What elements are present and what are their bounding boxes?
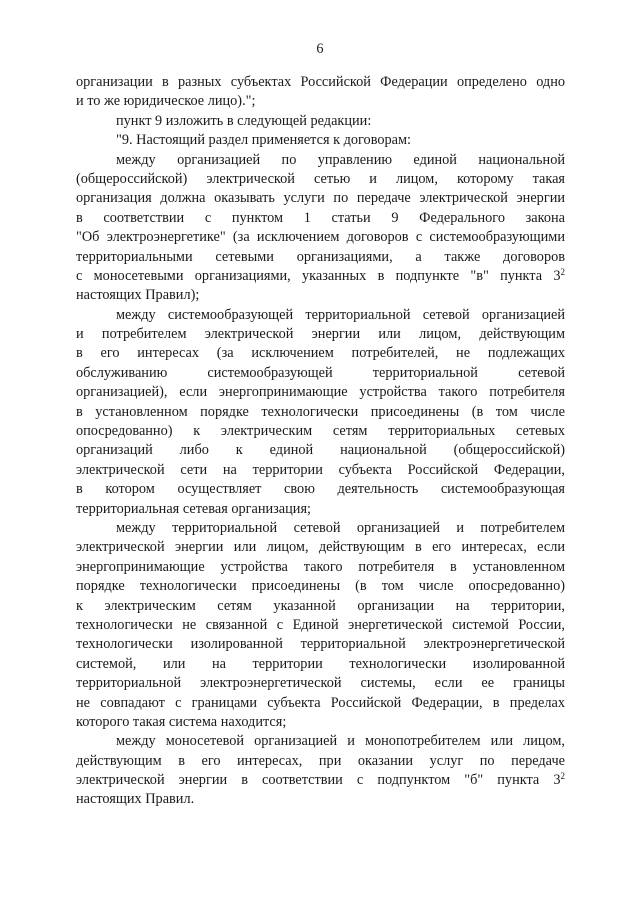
line-text: не совпадают с границами субъекта Российской Федерации, в пределах xyxy=(76,694,565,711)
text-line xyxy=(76,519,565,538)
line-text: электрической энергии в соответствии с подпунктом "б" пункта 3 xyxy=(76,772,561,789)
paragraph xyxy=(76,519,565,732)
line-text: настоящих Правил); xyxy=(76,287,200,304)
line-text: настоящих Правил. xyxy=(76,791,195,808)
line-text: (общероссийской) электрической сетью и лицом, которому такая xyxy=(76,170,565,187)
line-text: системой, или на территории технологически изолированной xyxy=(76,655,565,672)
line-text: электрической энергии или лицом, действующим в его интересах, если xyxy=(76,539,565,556)
line-text: электрической сети на территории субъекта Российской Федерации, xyxy=(76,461,565,478)
line-text: "Об электроэнергетике" (за исключением договоров с системообразующими xyxy=(76,229,565,246)
line-text: "9. Настоящий раздел применяется к договорам: xyxy=(116,132,412,149)
superscript: 2 xyxy=(560,266,565,277)
text-line xyxy=(76,558,565,577)
text-line xyxy=(76,752,565,771)
text-line xyxy=(76,383,565,402)
text-line xyxy=(76,131,565,150)
text-line xyxy=(76,713,565,732)
text-line xyxy=(76,92,565,111)
text-line xyxy=(76,771,565,790)
line-text: энергопринимающие устройства такого потребителя в установленном xyxy=(76,558,565,575)
text-line xyxy=(76,267,565,286)
text-line xyxy=(76,655,565,674)
text-line xyxy=(76,325,565,344)
line-text: в соответствии с пунктом 1 статьи 9 Федерального закона xyxy=(76,209,565,226)
text-line xyxy=(76,248,565,267)
line-text: пункт 9 изложить в следующей редакции: xyxy=(116,112,372,129)
document-body xyxy=(76,73,565,810)
line-text: технологически изолированной территориальной электроэнергетической xyxy=(76,636,565,653)
text-line xyxy=(76,286,565,305)
text-line xyxy=(76,112,565,131)
line-text: территориальной электроэнергетической системы, если ее границы xyxy=(76,675,565,692)
text-line xyxy=(76,480,565,499)
text-line xyxy=(76,461,565,480)
text-line xyxy=(76,73,565,92)
superscript: 2 xyxy=(560,771,565,782)
text-line xyxy=(76,306,565,325)
text-line xyxy=(76,189,565,208)
text-line xyxy=(76,364,565,383)
line-text: организации в разных субъектах Российской Федерации определено одно xyxy=(76,74,565,90)
text-line xyxy=(76,170,565,189)
text-line xyxy=(76,403,565,422)
line-text: которого такая система находится; xyxy=(76,713,287,730)
text-line xyxy=(76,597,565,616)
line-text: технологически не связанной с Единой энергетической системой России, xyxy=(76,616,565,633)
line-text: территориальная сетевая организация; xyxy=(76,500,311,517)
text-line xyxy=(76,694,565,713)
line-text: действующим в его интересах, при оказании услуг по передаче xyxy=(76,752,565,769)
line-text: территориальными сетевыми организациями, а также договоров xyxy=(76,248,565,265)
line-text: между моносетевой организацией и монопотребителем или лицом, xyxy=(116,733,565,750)
text-line xyxy=(76,616,565,635)
line-text: и потребителем электрической энергии или лицом, действующим xyxy=(76,326,565,343)
text-line xyxy=(76,635,565,654)
paragraph xyxy=(76,306,565,519)
line-text: между системообразующей территориальной сетевой организацией xyxy=(116,306,565,323)
page-number: 6 xyxy=(316,41,324,57)
text-line xyxy=(76,732,565,751)
text-line xyxy=(76,228,565,247)
text-line xyxy=(76,500,565,519)
paragraph xyxy=(76,151,565,306)
text-line xyxy=(76,577,565,596)
paragraph xyxy=(76,732,565,810)
paragraph xyxy=(76,112,565,131)
line-text: опосредованно) к электрическим сетям территориальных сетевых xyxy=(76,423,565,440)
paragraph xyxy=(76,73,565,112)
line-text: в его интересах (за исключением потребителей, не подлежащих xyxy=(76,345,565,362)
line-text: организацией), если энергопринимающие устройства такого потребителя xyxy=(76,384,565,401)
line-text: к электрическим сетям указанной организации на территории, xyxy=(76,597,565,614)
line-text: в котором осуществляет свою деятельность системообразующая xyxy=(76,481,565,498)
paragraph xyxy=(76,131,565,150)
text-line xyxy=(76,209,565,228)
line-text: между организацией по управлению единой национальной xyxy=(116,151,565,168)
text-line xyxy=(76,674,565,693)
line-text: между территориальной сетевой организацией и потребителем xyxy=(116,519,565,536)
text-line xyxy=(76,344,565,363)
line-text: организация должна оказывать услуги по передаче электрической энергии xyxy=(76,190,565,207)
text-line xyxy=(76,441,565,460)
text-line xyxy=(76,151,565,170)
text-line xyxy=(76,538,565,557)
line-text: в установленном порядке технологически присоединены (в том числе xyxy=(76,403,565,420)
text-line xyxy=(76,790,565,809)
line-text: и то же юридическое лицо)."; xyxy=(76,93,256,110)
line-text: обслуживанию системообразующей территориальной сетевой xyxy=(76,364,565,381)
line-text: порядке технологически присоединены (в том числе опосредованно) xyxy=(76,578,565,595)
text-line xyxy=(76,422,565,441)
line-text: организаций либо к единой национальной (общероссийской) xyxy=(76,442,565,459)
line-text: с моносетевыми организациями, указанных в подпункте "в" пункта 3 xyxy=(76,267,561,284)
